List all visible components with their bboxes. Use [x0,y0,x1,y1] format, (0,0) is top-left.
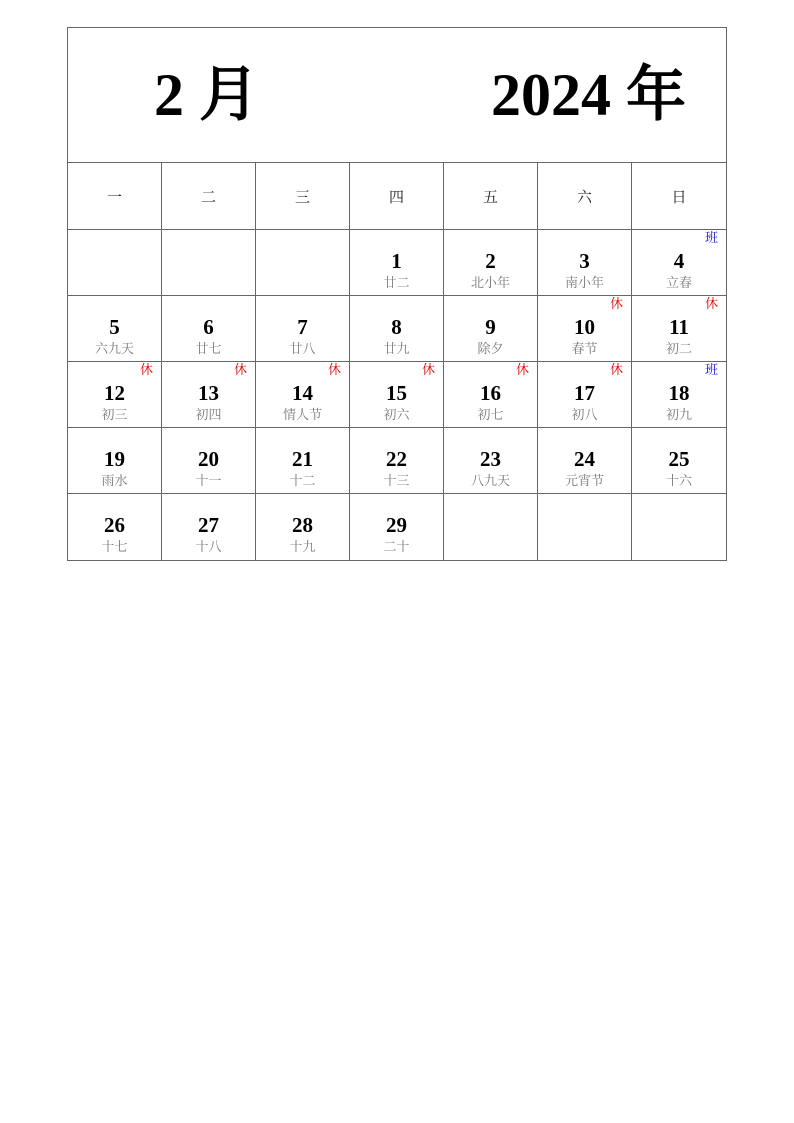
empty-day-cell [632,494,726,560]
lunar-date: 情人节 [282,408,322,423]
lunar-date: 二十 [383,540,410,555]
weekday-header-wed: 三 [256,163,350,230]
weekday-header-mon: 一 [68,163,162,230]
lunar-date: 十一 [195,474,222,489]
day-cell [538,428,632,494]
day-number: 1 [391,249,402,273]
day-cell [632,296,726,362]
workday-badge: 班 [704,363,718,378]
day-number: 8 [391,315,402,339]
lunar-date: 廿七 [195,342,222,357]
day-number: 29 [386,513,407,537]
day-number: 5 [109,315,120,339]
holiday-rest-badge: 休 [327,363,341,378]
day-cell [350,296,444,362]
day-number: 4 [673,249,685,273]
day-cell [162,428,256,494]
empty-day-cell [256,230,350,296]
weekday-header-sat: 六 [538,163,632,230]
lunar-date: 八九天 [470,474,510,489]
year-title: 2024 年 [491,62,686,128]
day-number: 14 [292,381,313,405]
day-number: 25 [668,447,690,471]
day-cell [68,296,162,362]
lunar-date: 十二 [289,474,316,489]
lunar-date: 十九 [289,540,316,555]
day-cell [444,230,538,296]
weekday-header-tue: 二 [162,163,256,230]
day-number: 27 [198,513,219,537]
lunar-date: 初四 [195,408,222,423]
lunar-date: 南小年 [564,276,604,291]
day-cell [162,494,256,560]
day-cell [256,362,350,428]
holiday-rest-badge: 休 [421,363,435,378]
lunar-date: 初三 [101,408,128,423]
day-number: 11 [669,315,689,339]
calendar [67,27,727,561]
day-cell [68,494,162,560]
day-cell [538,296,632,362]
day-cell [350,428,444,494]
day-number: 2 [485,249,496,273]
lunar-date: 元宵节 [564,474,604,489]
day-number: 24 [574,447,595,471]
day-cell [68,428,162,494]
day-number: 10 [574,315,595,339]
lunar-date: 春节 [571,342,598,357]
workday-badge: 班 [704,231,718,246]
day-cell [256,296,350,362]
holiday-rest-badge: 休 [139,363,153,378]
holiday-rest-badge: 休 [515,363,529,378]
day-cell [538,362,632,428]
lunar-date: 十三 [383,474,410,489]
weekday-header-fri: 五 [444,163,538,230]
day-cell [350,362,444,428]
day-number: 6 [203,315,214,339]
empty-day-cell [538,494,632,560]
holiday-rest-badge: 休 [609,297,623,312]
lunar-date: 廿二 [383,276,410,291]
holiday-rest-badge: 休 [704,297,718,312]
day-number: 15 [386,381,407,405]
lunar-date: 廿八 [289,342,316,357]
lunar-date: 六九天 [94,342,134,357]
day-number: 21 [292,447,313,471]
lunar-date: 雨水 [101,474,128,489]
holiday-rest-badge: 休 [609,363,623,378]
day-cell [444,428,538,494]
day-number: 19 [104,447,125,471]
lunar-date: 初六 [383,408,410,423]
day-cell [350,494,444,560]
lunar-date: 初七 [477,408,504,423]
weekday-header-thu: 四 [350,163,444,230]
day-number: 17 [574,381,595,405]
lunar-date: 十八 [195,540,222,555]
lunar-date: 初二 [665,342,692,357]
lunar-date: 除夕 [477,342,504,357]
day-number: 28 [292,513,313,537]
calendar-header [68,28,726,163]
holiday-rest-badge: 休 [233,363,247,378]
day-number: 13 [198,381,219,405]
day-number: 20 [198,447,219,471]
lunar-date: 北小年 [470,276,510,291]
day-number: 18 [668,381,690,405]
day-cell [632,230,726,296]
day-number: 12 [104,381,125,405]
day-number: 23 [480,447,501,471]
day-number: 3 [579,249,590,273]
empty-day-cell [444,494,538,560]
lunar-date: 初八 [571,408,598,423]
day-cell [632,362,726,428]
day-cell [256,428,350,494]
empty-day-cell [162,230,256,296]
day-number: 16 [480,381,501,405]
day-cell [162,296,256,362]
day-cell [538,230,632,296]
calendar-grid [68,163,726,560]
lunar-date: 立春 [665,276,692,291]
lunar-date: 十七 [101,540,128,555]
day-cell [444,296,538,362]
month-title: 2 月 [154,62,259,128]
day-number: 26 [104,513,125,537]
weekday-header-sun: 日 [632,163,726,230]
day-number: 9 [485,315,496,339]
lunar-date: 十六 [665,474,692,489]
day-cell [444,362,538,428]
lunar-date: 廿九 [383,342,410,357]
day-cell [256,494,350,560]
day-cell [162,362,256,428]
day-cell [632,428,726,494]
empty-day-cell [68,230,162,296]
day-cell [350,230,444,296]
day-number: 22 [386,447,407,471]
day-cell [68,362,162,428]
day-number: 7 [297,315,308,339]
lunar-date: 初九 [665,408,692,423]
